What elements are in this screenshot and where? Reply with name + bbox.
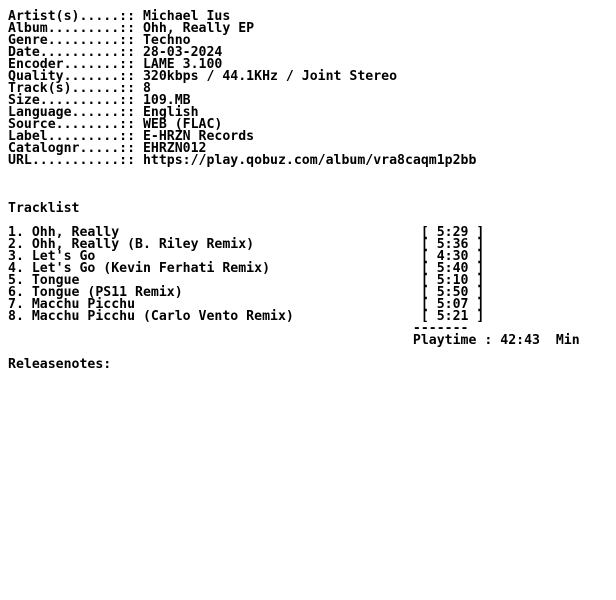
info-url: URL...........:: https://play.qobuz.com/album/vra8caqm1p2bb (8, 153, 477, 168)
info-artist: Artist(s).....:: Michael Ius (8, 9, 231, 24)
track-row: 8. Macchu Picchu (Carlo Vento Remix) [ 5:21 ] (8, 309, 485, 324)
info-catalognr: Catalognr.....:: EHRZN012 (8, 141, 207, 156)
info-encoder: Encoder.......:: LAME 3.100 (8, 57, 223, 72)
info-language: Language......:: English (8, 105, 199, 120)
track-row: 2. Ohh, Really (B. Riley Remix) [ 5:36 ] (8, 237, 485, 252)
info-album: Album.........:: Ohh, Really EP (8, 21, 255, 36)
tracklist-heading: Tracklist (8, 201, 80, 216)
releasenotes-heading: Releasenotes: (8, 357, 112, 372)
info-label: Label.........:: E-HRZN Records (8, 129, 255, 144)
track-row: 6. Tongue (PS11 Remix) [ 5:50 ] (8, 285, 485, 300)
info-source: Source........:: WEB (FLAC) (8, 117, 223, 132)
nfo-text (8, 11, 580, 371)
separator-line: ------- (8, 321, 469, 336)
blank-line (8, 167, 580, 179)
track-row: 1. Ohh, Really [ 5:29 ] (8, 225, 485, 240)
track-row: 7. Macchu Picchu [ 5:07 ] (8, 297, 485, 312)
info-quality: Quality.......:: 320kbps / 44.1KHz / Joint Stereo (8, 69, 398, 84)
info-tracks: Track(s)......:: 8 (8, 81, 151, 96)
playtime-total: Playtime : 42:43 Min (8, 333, 580, 348)
info-genre: Genre.........:: Techno (8, 33, 191, 48)
blank-line (8, 179, 580, 191)
blank-line (8, 191, 580, 203)
track-row: 4. Let's Go (Kevin Ferhati Remix) [ 5:40 ] (8, 261, 485, 276)
track-row: 3. Let's Go [ 4:30 ] (8, 249, 485, 264)
info-date: Date..........:: 28-03-2024 (8, 45, 223, 60)
track-row: 5. Tongue [ 5:10 ] (8, 273, 485, 288)
info-size: Size..........:: 109.MB (8, 93, 191, 108)
